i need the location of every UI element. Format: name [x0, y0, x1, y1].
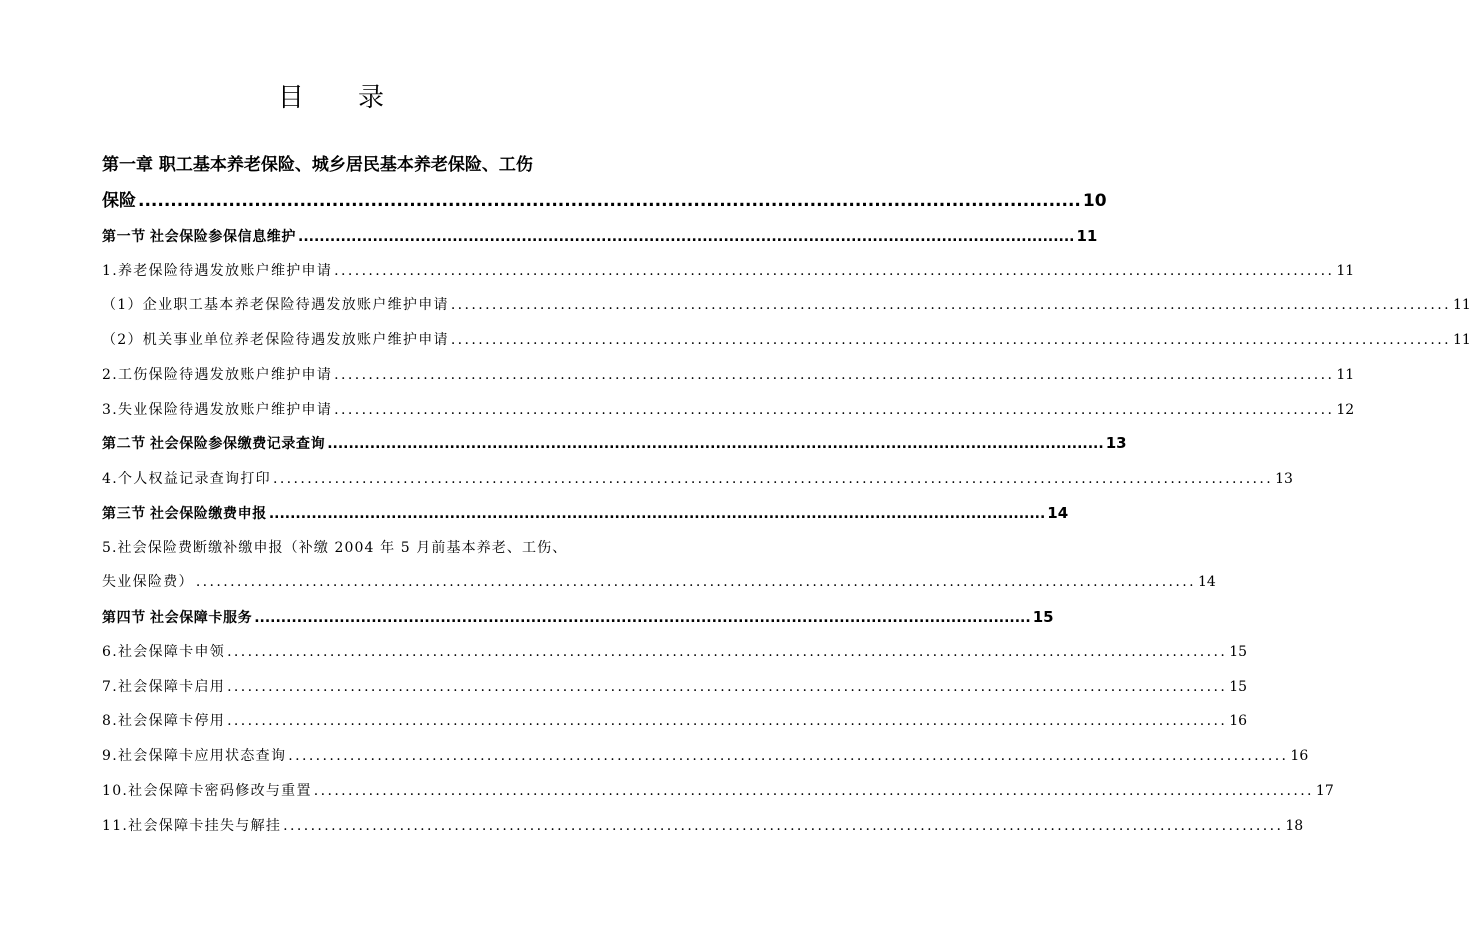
dot-leader: .................................................................................................................................................. [283, 818, 1284, 834]
dot-leader: .................................................................................................................................................. [227, 713, 1228, 729]
section-number: 第三节 [102, 506, 146, 522]
dot-leader: .................................................................................................................................................. [334, 367, 1335, 383]
dot-leader: .................................................................................................................................................. [334, 402, 1335, 418]
toc-page-number: 11 [1336, 367, 1355, 383]
toc-item-8[interactable] [102, 711, 1248, 731]
toc-item-text: （2）机关事业单位养老保险待遇发放账户维护申请 [102, 332, 449, 348]
dot-leader: .................................................................................................................................................. [195, 574, 1196, 590]
section-title: 社会保障卡服务 [150, 610, 253, 626]
toc-page-number: 14 [1197, 574, 1216, 590]
toc-page-number: 14 [1047, 504, 1069, 522]
toc-page-number: 13 [1105, 434, 1127, 452]
toc-item-5-line-1: 5.社会保险费断缴补缴申报（补缴 2004 年 5 月前基本养老、工伤、 [102, 540, 568, 556]
dot-leader: .................................................................................................................................................. [334, 263, 1335, 279]
dot-leader: .................................................................................................................................................. [254, 610, 1031, 626]
toc-item-1-2[interactable] [102, 330, 1471, 350]
toc-item-9[interactable] [102, 746, 1309, 766]
toc-item-text: 10.社会保障卡密码修改与重置 [102, 783, 312, 799]
toc-page-number: 15 [1229, 679, 1248, 695]
toc-item-10[interactable] [102, 781, 1334, 801]
dot-leader: .................................................................................................................................................. [138, 191, 1081, 211]
toc-item-text: 8.社会保障卡停用 [102, 713, 226, 729]
section-number: 第四节 [102, 610, 146, 626]
toc-item-4[interactable] [102, 469, 1293, 489]
toc-item-text: 7.社会保障卡启用 [102, 679, 226, 695]
dot-leader: .................................................................................................................................................. [272, 471, 1274, 487]
toc-page-number: 15 [1032, 608, 1054, 626]
toc-page-number: 11 [1452, 332, 1471, 348]
dot-leader: .................................................................................................................................................. [227, 644, 1228, 660]
toc-item-text: 6.社会保障卡申领 [102, 644, 226, 660]
toc-chapter-1-line-1: 第一章 职工基本养老保险、城乡居民基本养老保险、工伤 [102, 155, 533, 175]
toc-page-number: 16 [1229, 713, 1248, 729]
section-title: 社会保险参保缴费记录查询 [150, 436, 326, 452]
toc-item-5[interactable] [102, 572, 1216, 592]
toc-section-3[interactable] [102, 503, 1069, 524]
toc-item-text: 9.社会保障卡应用状态查询 [102, 748, 287, 764]
toc-page-number: 11 [1076, 227, 1098, 245]
dot-leader: .................................................................................................................................................. [227, 679, 1228, 695]
toc-item-text: 2.工伤保险待遇发放账户维护申请 [102, 367, 333, 383]
toc-page-number: 18 [1285, 818, 1304, 834]
title-char-2: 录 [358, 83, 385, 113]
toc-page-number: 10 [1082, 191, 1107, 211]
toc-section-2[interactable] [102, 433, 1127, 454]
toc-item-text: （1）企业职工基本养老保险待遇发放账户维护申请 [102, 297, 449, 313]
toc-item-1-1[interactable] [102, 295, 1471, 315]
toc-item-text: 4.个人权益记录查询打印 [102, 471, 271, 487]
toc-item-text: 1.养老保险待遇发放账户维护申请 [102, 263, 333, 279]
toc-page-number: 12 [1336, 402, 1355, 418]
dot-leader: .................................................................................................................................................. [298, 229, 1075, 245]
dot-leader: .................................................................................................................................................. [268, 506, 1046, 522]
page-title [0, 80, 662, 116]
section-title: 社会保险参保信息维护 [150, 229, 296, 245]
title-char-1: 目 [277, 83, 304, 113]
dot-leader: .................................................................................................................................................. [450, 332, 1451, 348]
toc-section-4[interactable] [102, 607, 1054, 628]
toc-page-number: 15 [1229, 644, 1248, 660]
section-title: 社会保险缴费申报 [150, 506, 267, 522]
toc-chapter-1[interactable] [102, 189, 1107, 213]
toc-page-number: 13 [1275, 471, 1293, 487]
dot-leader: .................................................................................................................................................. [313, 783, 1314, 799]
toc-page-number: 11 [1336, 263, 1355, 279]
section-number: 第一节 [102, 229, 146, 245]
toc-item-2[interactable] [102, 365, 1355, 385]
toc-page-number: 16 [1290, 748, 1309, 764]
dot-leader: .................................................................................................................................................. [327, 436, 1104, 452]
toc-section-1[interactable] [102, 226, 1098, 247]
toc-item-11[interactable] [102, 816, 1304, 836]
toc-item-6[interactable] [102, 642, 1248, 662]
toc-item-text: 11.社会保障卡挂失与解挂 [102, 818, 282, 834]
toc-item-3[interactable] [102, 400, 1355, 420]
toc-item-1[interactable] [102, 261, 1355, 281]
toc-item-7[interactable] [102, 677, 1248, 697]
toc-page-number: 17 [1315, 783, 1334, 799]
toc-item-text: 失业保险费） [102, 574, 194, 590]
dot-leader: .................................................................................................................................................. [288, 748, 1289, 764]
toc-chapter-1-line-2: 保险 [102, 191, 136, 211]
section-number: 第二节 [102, 436, 146, 452]
toc-page-number: 11 [1452, 297, 1471, 313]
toc-item-text: 3.失业保险待遇发放账户维护申请 [102, 402, 333, 418]
dot-leader: .................................................................................................................................................. [450, 297, 1451, 313]
